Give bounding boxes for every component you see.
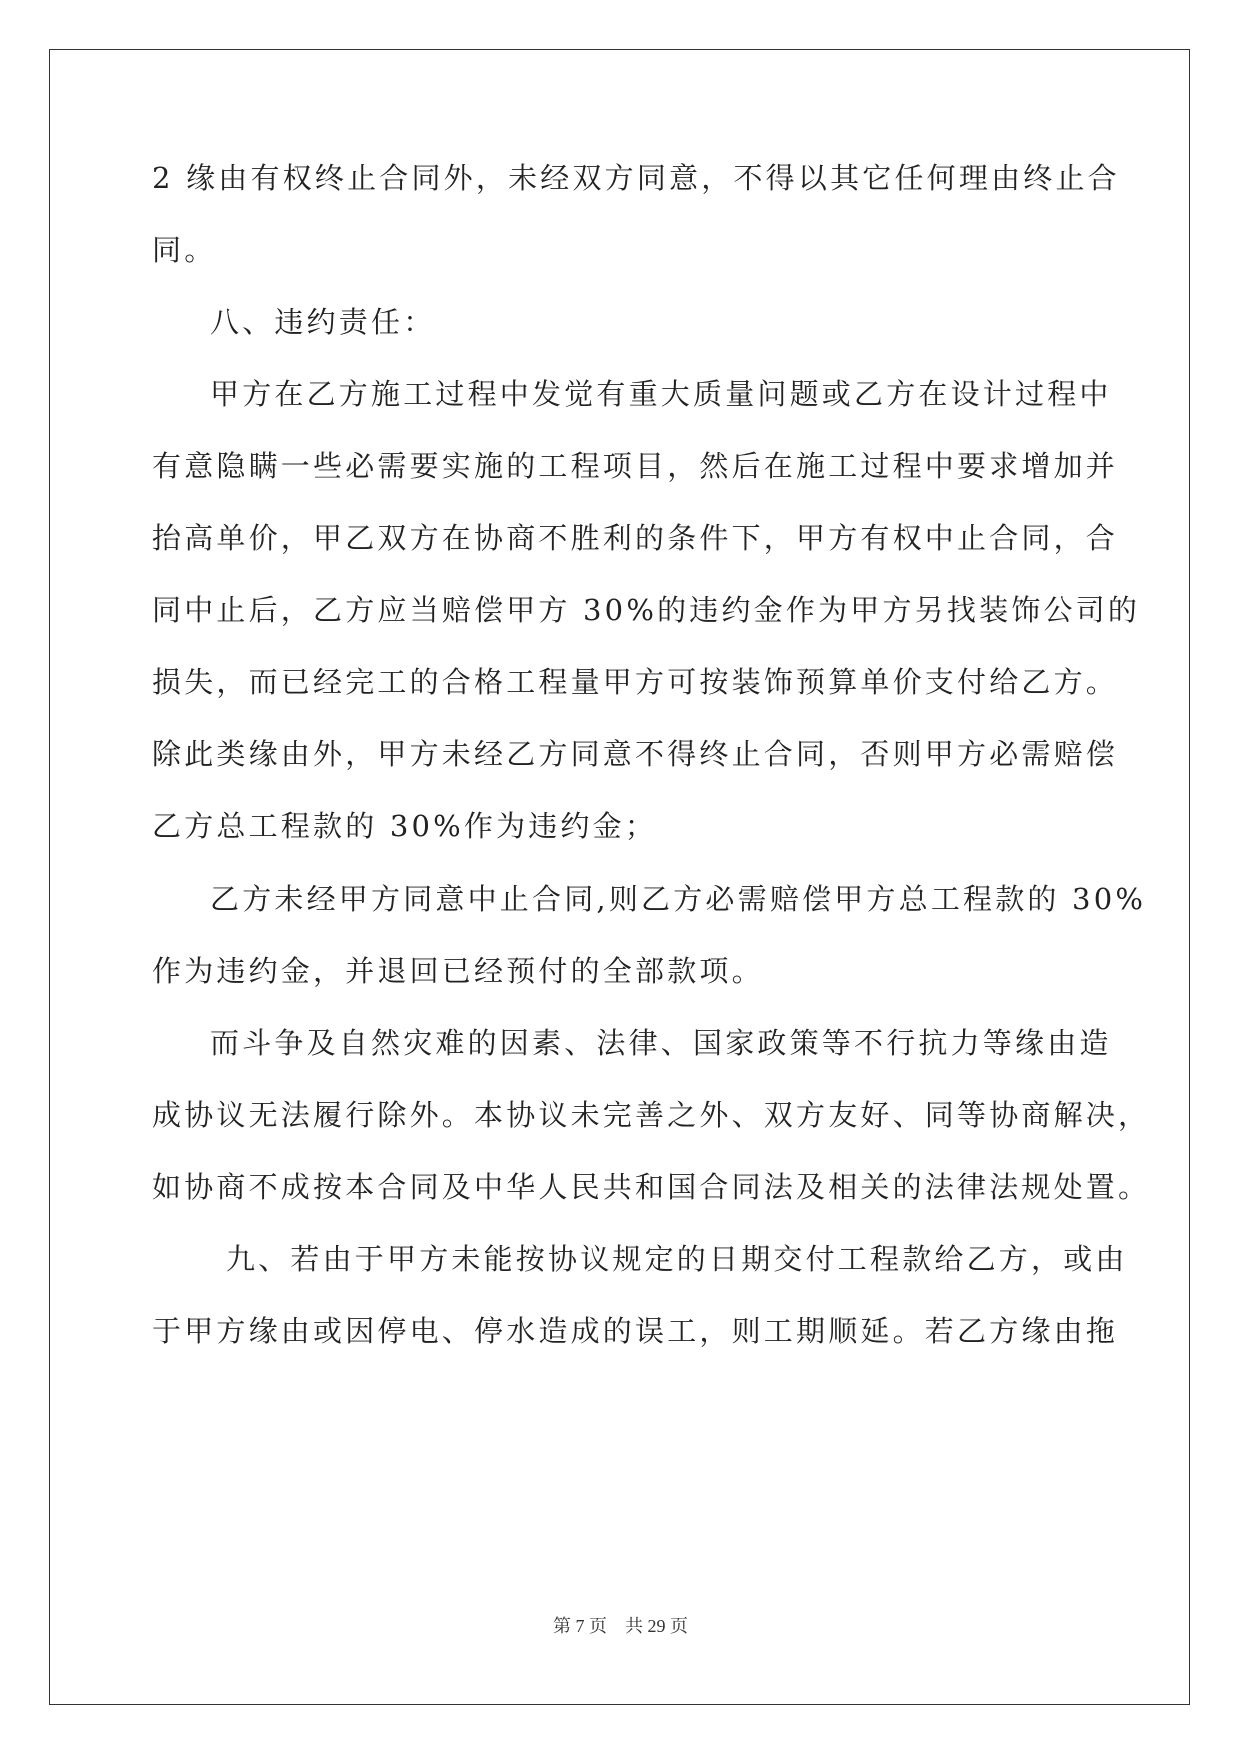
section-heading: 八、违约责任： xyxy=(210,305,436,339)
section-heading: 九、若由于甲方未能按协议规定的日期交付工程款给乙方，或由 xyxy=(226,1242,1128,1276)
page-border xyxy=(49,49,1190,1705)
text-line: 乙方总工程款的 30%作为违约金； xyxy=(152,809,658,843)
text-line: 同中止后，乙方应当赔偿甲方 30%的违约金作为甲方另找装饰公司的 xyxy=(152,593,1141,627)
text-line: 于甲方缘由或因停电、停水造成的误工，则工期顺延。若乙方缘由拖 xyxy=(152,1314,1119,1348)
text-line: 甲方在乙方施工过程中发觉有重大质量问题或乙方在设计过程中 xyxy=(210,377,1112,411)
text-line: 损失，而已经完工的合格工程量甲方可按装饰预算单价支付给乙方。 xyxy=(152,665,1119,699)
text-line: 成协议无法履行除外。本协议未完善之外、双方友好、同等协商解决， xyxy=(152,1098,1151,1132)
text-line: 2 缘由有权终止合同外，未经双方同意，不得以其它任何理由终止合 xyxy=(152,161,1120,195)
text-line: 抬高单价，甲乙双方在协商不胜利的条件下，甲方有权中止合同，合 xyxy=(152,521,1119,555)
page-number: 第 7 页 xyxy=(553,1616,607,1636)
text-line: 而斗争及自然灾难的因素、法律、国家政策等不行抗力等缘由造 xyxy=(210,1026,1112,1060)
text-line: 如协商不成按本合同及中华人民共和国合同法及相关的法律法规处置。 xyxy=(152,1170,1151,1204)
text-line: 除此类缘由外，甲方未经乙方同意不得终止合同，否则甲方必需赔偿 xyxy=(152,737,1119,771)
page-total: 共 29 页 xyxy=(625,1616,688,1636)
text-line: 同。 xyxy=(152,233,217,267)
page-footer xyxy=(0,1612,1241,1638)
text-line: 作为违约金，并退回已经预付的全部款项。 xyxy=(152,954,764,988)
text-line: 有意隐瞒一些必需要实施的工程项目，然后在施工过程中要求增加并 xyxy=(152,449,1119,483)
text-line: 乙方未经甲方同意中止合同,则乙方必需赔偿甲方总工程款的 30% xyxy=(210,882,1147,916)
